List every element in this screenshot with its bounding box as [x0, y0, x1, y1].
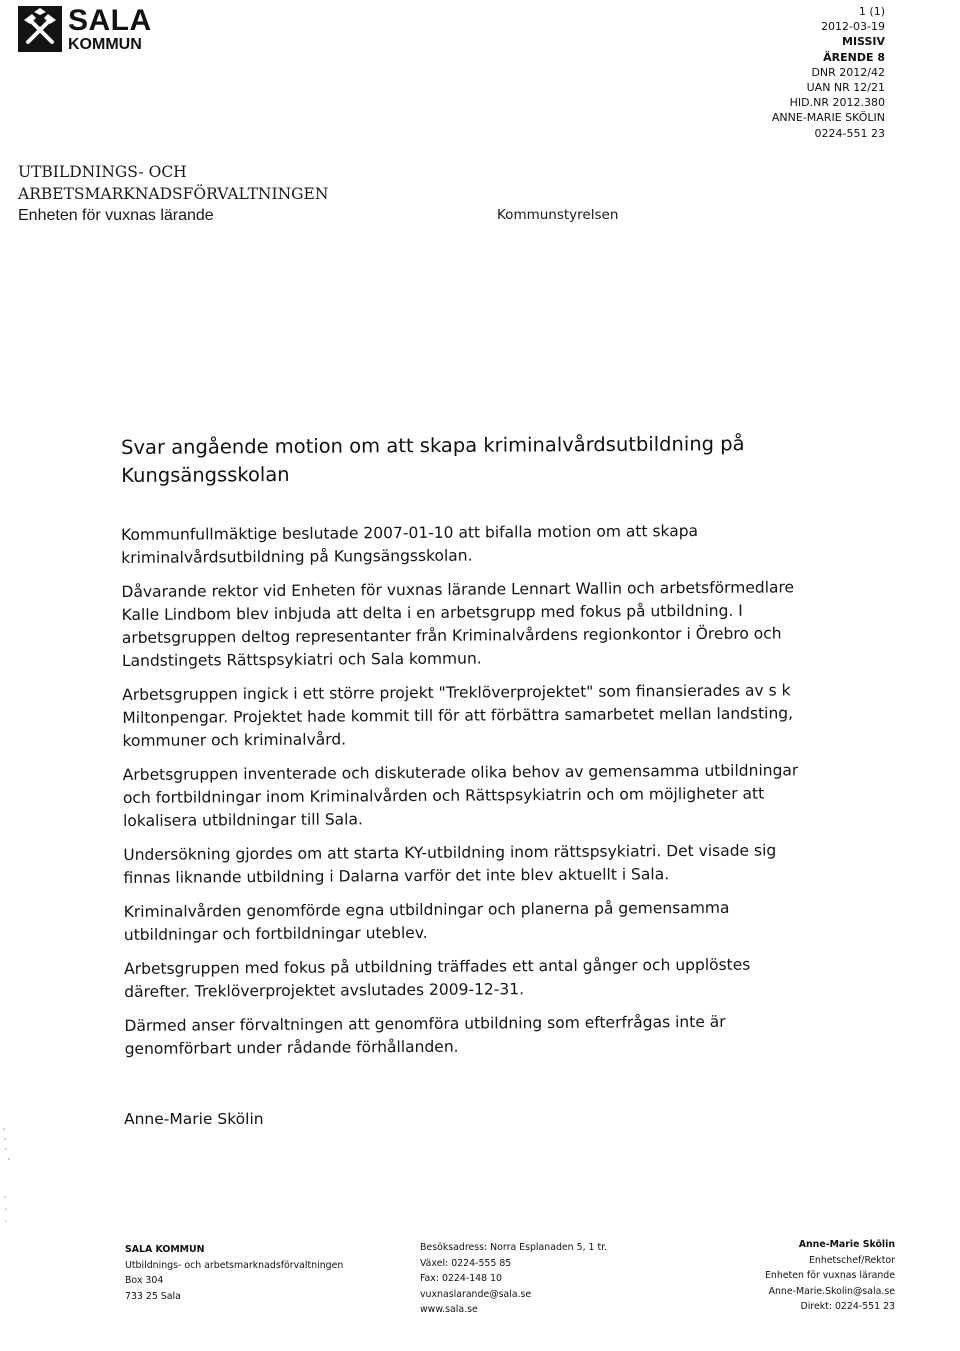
- sender-line-1: UTBILDNINGS- OCH: [18, 163, 187, 181]
- footer-email: vuxnaslarande@sala.se: [420, 1288, 532, 1300]
- document-body: [121, 519, 805, 1072]
- document-title: Svar angående motion om att skapa kriminalvårdsutbildning på Kungsängsskolan: [121, 432, 745, 487]
- footer-web: www.sala.se: [420, 1304, 478, 1315]
- footer-dept: Utbildnings- och arbetsmarknadsförvaltningen: [125, 1259, 344, 1271]
- paragraph: Undersökning gjordes om att starta KY-utbildning inom rättspsykiatri. Det visade sig finnas liknande utbildning i Dalarna varför det inte blev aktuellt i Sala.: [123, 841, 777, 887]
- paragraph: Arbetsgruppen ingick i ett större projekt "Treklöverprojektet" som finansierades av s k Miltonpengar. Projektet hade kommit till för att förbättra samarbetet mellan landsting, kommuner och kriminalvård.: [122, 681, 794, 750]
- recipient: Kommunstyrelsen: [497, 207, 619, 223]
- footer-signer-contact: [765, 1237, 895, 1315]
- signer-name: Anne-Marie Skölin: [124, 1110, 264, 1128]
- footer-postal: 733 25 Sala: [125, 1290, 181, 1302]
- document-type: MISSIV: [842, 35, 885, 49]
- page-number: 1 (1): [858, 5, 885, 18]
- paragraph: Arbetsgruppen med fokus på utbildning träffades ett antal gånger och upplöstes därefter. Treklöverprojektet avslutades 2009-12-31.: [124, 955, 751, 1001]
- footer-contact: [420, 1240, 607, 1318]
- footer-signer-email: Anne-Marie.Skolin@sala.se: [768, 1285, 895, 1297]
- paragraph: Därmed anser förvaltningen att genomföra utbildning som efterfrågas inte är genomförbart under rådande förhållanden.: [124, 1012, 726, 1058]
- coat-of-arms-icon: [18, 6, 62, 52]
- footer-signer-direct: Direkt: 0224-551 23: [800, 1301, 895, 1312]
- paragraph: Arbetsgruppen inventerade och diskuterade olika behov av gemensamma utbildningar och fortbildningar inom Kriminalvården och Rättspsykiatrin och om möjligheter att lokalisera utbildningar till Sala.: [122, 761, 799, 830]
- footer-fax: Fax: 0224-148 10: [420, 1273, 503, 1284]
- sala-kommun-logo: [18, 6, 152, 53]
- footer-address: [125, 1242, 343, 1304]
- document-metadata: [772, 4, 885, 141]
- paragraph: Kriminalvården genomförde egna utbildningar och planerna på gemensamma utbildningar och fortbildningar uteblev.: [123, 898, 730, 944]
- footer-visit-address: Besöksadress: Norra Esplanaden 5, 1 tr.: [420, 1242, 608, 1253]
- logo-sub: KOMMUN: [68, 36, 142, 53]
- scan-artifact: [0, 1125, 12, 1235]
- footer-org: SALA KOMMUN: [125, 1244, 205, 1255]
- uan-number: UAN NR 12/21: [806, 81, 885, 95]
- handler-phone: 0224-551 23: [814, 126, 885, 140]
- footer-signer-name: Anne-Marie Skölin: [798, 1239, 895, 1250]
- footer-signer-unit: Enheten för vuxnas lärande: [764, 1270, 895, 1281]
- sender-line-2: ARBETSMARKNADSFÖRVALTNINGEN: [18, 185, 329, 203]
- paragraph: Kommunfullmäktige beslutade 2007-01-10 att bifalla motion om att skapa kriminalvårdsutbildning på Kungsängsskolan.: [121, 521, 699, 567]
- sender-block: [18, 161, 328, 227]
- sender-unit: Enheten för vuxnas lärande: [18, 207, 214, 224]
- hid-number: HID.NR 2012.380: [789, 96, 885, 110]
- dnr-number: DNR 2012/42: [811, 65, 885, 79]
- arende-number: ÄRENDE 8: [823, 50, 885, 64]
- document-date: 2012-03-19: [821, 20, 885, 34]
- logo-name: SALA: [68, 4, 152, 37]
- handler-name: ANNE-MARIE SKÖLIN: [771, 111, 885, 125]
- footer-box: Box 304: [125, 1275, 164, 1286]
- footer-switchboard: Växel: 0224-555 85: [420, 1257, 512, 1269]
- footer-signer-role: Enhetschef/Rektor: [808, 1254, 895, 1266]
- paragraph: Dåvarande rektor vid Enheten för vuxnas lärande Lennart Wallin och arbetsförmedlare Kalle Lindbom blev inbjuda att delta i en arbetsgrupp med fokus på utbildning. I arbetsgruppen deltog representanter från Kriminalvårdens regionkontor i Örebro och Landstingets Rättspsykiatri och Sala kommun.: [121, 578, 795, 670]
